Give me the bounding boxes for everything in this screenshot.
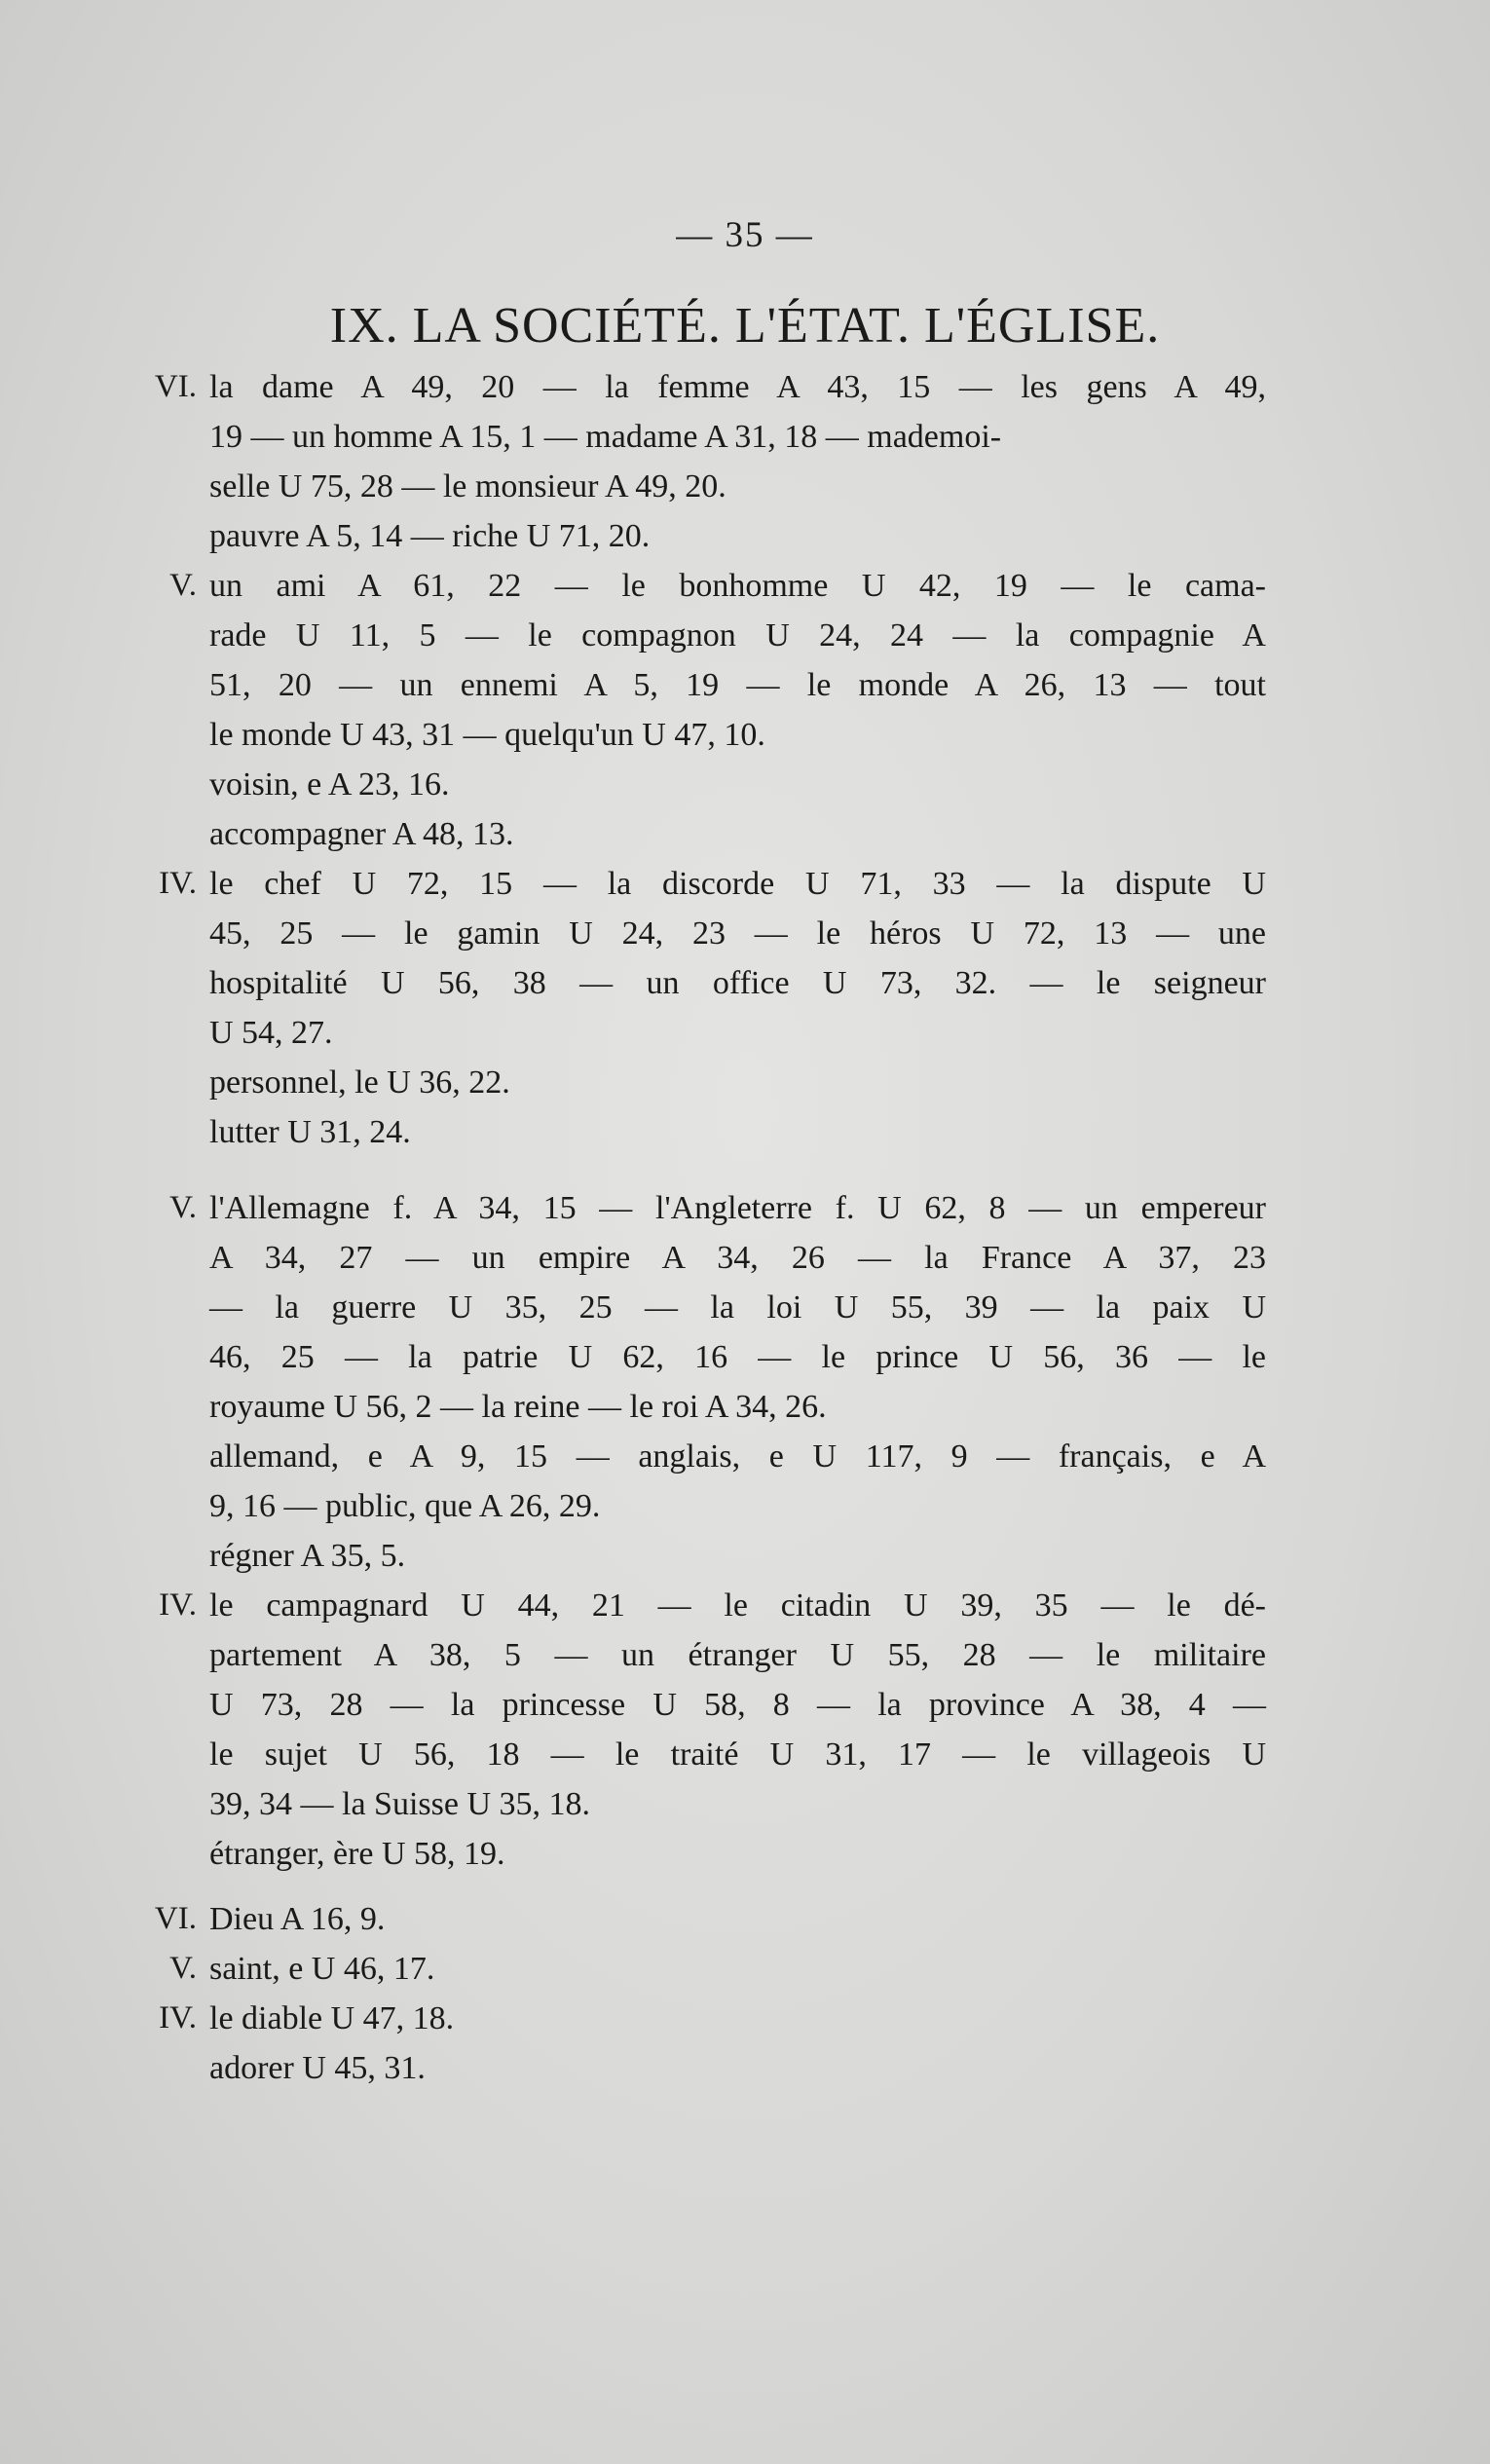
vocab-entry <box>136 1581 1266 1879</box>
entry-line: un ami A 61, 22 — le bonhomme U 42, 19 — le cama- <box>209 568 1266 604</box>
entry-line: rade U 11, 5 — le compagnon U 24, 24 — la compagnie A <box>209 617 1266 653</box>
entry-line: le campagnard U 44, 21 — le citadin U 39, 35 — le dé- <box>209 1587 1266 1624</box>
entry-line: 46, 25 — la patrie U 62, 16 — le prince U 56, 36 — le <box>209 1339 1266 1375</box>
entry-line: A 34, 27 — un empire A 34, 26 — la France A 37, 23 <box>209 1240 1266 1276</box>
entry-line: 9, 16 — public, que A 26, 29. <box>209 1488 601 1524</box>
entry-line: étranger, ère U 58, 19. <box>209 1836 505 1872</box>
entry-line: lutter U 31, 24. <box>209 1114 411 1150</box>
entry-line: 51, 20 — un ennemi A 5, 19 — le monde A 26, 13 — tout <box>209 667 1266 703</box>
page-number: — 35 — <box>676 215 814 255</box>
entry-line: adorer U 45, 31. <box>209 2050 426 2086</box>
entry-line: la dame A 49, 20 — la femme A 43, 15 — les gens A 49, <box>209 369 1266 405</box>
level-label: IV. <box>159 2000 197 2035</box>
entry-line: U 54, 27. <box>209 1015 333 1051</box>
level-label: IV. <box>159 866 197 901</box>
level-label: V. <box>169 1951 197 1986</box>
vocab-entry <box>136 859 1266 1157</box>
vocab-entry <box>136 1994 1266 2093</box>
entry-line: partement A 38, 5 — un étranger U 55, 28 — le militaire <box>209 1637 1266 1673</box>
level-label: VI. <box>154 1901 197 1936</box>
entry-line: — la guerre U 35, 25 — la loi U 55, 39 — la paix U <box>209 1289 1266 1325</box>
entry-line: voisin, e A 23, 16. <box>209 766 450 803</box>
vocabulary-list <box>136 362 1266 2093</box>
entry-line: régner A 35, 5. <box>209 1538 406 1574</box>
entry-line: 39, 34 — la Suisse U 35, 18. <box>209 1786 590 1822</box>
chapter-title: IX. LA SOCIÉTÉ. L'ÉTAT. L'ÉGLISE. <box>329 298 1161 354</box>
entry-line: accompagner A 48, 13. <box>209 816 514 852</box>
entry-line: Dieu A 16, 9. <box>209 1901 386 1937</box>
entry-line: hospitalité U 56, 38 — un office U 73, 32. — le seigneur <box>209 965 1266 1001</box>
entry-line: le diable U 47, 18. <box>209 2000 455 2036</box>
vocab-entry <box>136 1944 1266 1994</box>
entry-line: le chef U 72, 15 — la discorde U 71, 33 — la dispute U <box>209 866 1266 902</box>
vocab-entry <box>136 362 1266 561</box>
vocab-entry <box>136 1183 1266 1581</box>
entry-line: le sujet U 56, 18 — le traité U 31, 17 — le villageois U <box>209 1736 1266 1773</box>
level-label: VI. <box>154 369 197 404</box>
entry-line: U 73, 28 — la princesse U 58, 8 — la province A 38, 4 — <box>209 1687 1266 1723</box>
entry-line: 19 — un homme A 15, 1 — madame A 31, 18 — mademoi- <box>209 419 1002 455</box>
entry-line: l'Allemagne f. A 34, 15 — l'Angleterre f. U 62, 8 — un empereur <box>209 1190 1266 1226</box>
vocab-entry <box>136 561 1266 859</box>
vocab-entry <box>136 1894 1266 1944</box>
entry-line: le monde U 43, 31 — quelqu'un U 47, 10. <box>209 717 765 753</box>
entry-line: saint, e U 46, 17. <box>209 1951 435 1987</box>
level-label: IV. <box>159 1587 197 1623</box>
entry-line: royaume U 56, 2 — la reine — le roi A 34, 26. <box>209 1389 827 1425</box>
level-label: V. <box>169 1190 197 1225</box>
entry-line: allemand, e A 9, 15 — anglais, e U 117, 9 — français, e A <box>209 1438 1266 1475</box>
entry-line: personnel, le U 36, 22. <box>209 1064 510 1101</box>
entry-line: pauvre A 5, 14 — riche U 71, 20. <box>209 518 651 554</box>
entry-line: 45, 25 — le gamin U 24, 23 — le héros U 72, 13 — une <box>209 915 1266 952</box>
level-label: V. <box>169 568 197 603</box>
entry-line: selle U 75, 28 — le monsieur A 49, 20. <box>209 468 726 504</box>
